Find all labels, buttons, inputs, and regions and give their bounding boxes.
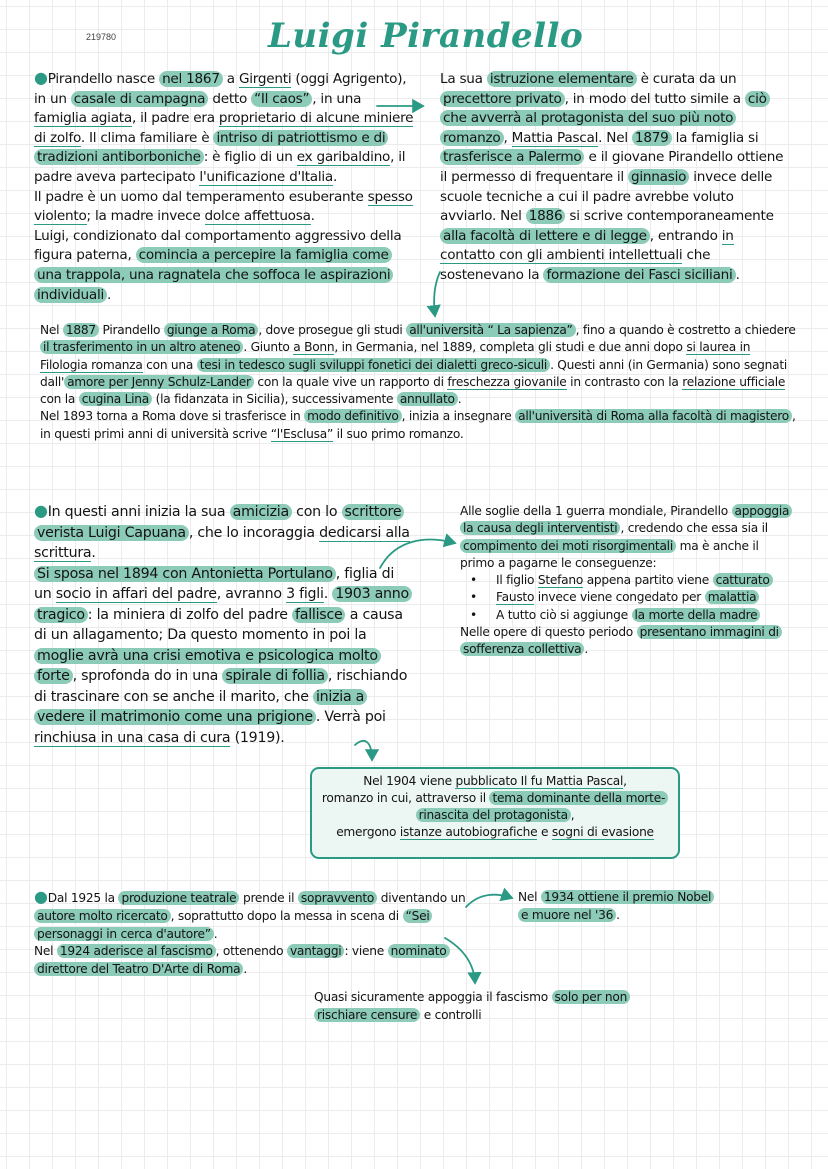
underlined-text: socio in affari del padre — [55, 586, 217, 602]
body-text: Nel 1904 viene — [363, 774, 456, 788]
paragraph-nobel — [518, 889, 718, 925]
body-text: . — [243, 962, 247, 977]
highlighted-text: all'università “ La sapienza” — [406, 323, 575, 337]
body-text: (1919). — [230, 729, 285, 746]
paragraph-education — [440, 70, 790, 286]
highlighted-text: istruzione elementare — [487, 71, 637, 87]
body-text: , — [623, 774, 627, 788]
paragraph-marriage — [34, 502, 414, 748]
body-text: . — [323, 586, 333, 602]
body-text: . — [457, 392, 462, 407]
body-text: , avranno — [216, 586, 287, 602]
highlighted-text: “Sei personaggi in cerca d'autore” — [34, 909, 432, 941]
highlighted-text: intriso di patriottismo e di tradizioni antiborboniche — [34, 130, 388, 166]
bullet-icon: ● — [34, 887, 48, 906]
body-text: . — [213, 926, 218, 941]
war-consequences-list — [460, 572, 790, 624]
body-text: diventando un — [377, 891, 466, 905]
body-text: il suo primo romanzo. — [333, 426, 464, 441]
body-text: , dove prosegue gli studi — [258, 323, 407, 337]
highlighted-text: nominato direttore del Teatro D'Arte di Roma — [34, 944, 450, 976]
underlined-text: Stefano — [537, 573, 584, 588]
highlighted-text: Si sposa nel 1894 con Antonietta Portulano — [34, 566, 336, 582]
body-text: , rischiando di trascinare con se anche il marito, che — [34, 668, 408, 705]
underlined-text: sogni di evasione — [551, 825, 654, 840]
body-text: , sprofonda do in una — [72, 668, 223, 684]
body-text: prende il — [239, 891, 298, 905]
highlighted-text: ginnasio — [628, 169, 689, 185]
highlighted-text: appoggia la causa degli interventisti — [460, 504, 792, 535]
highlighted-text: solo per non rischiare censure — [314, 990, 630, 1022]
body-text: ; la madre invece — [86, 208, 205, 225]
underlined-text: dolce affettuosa — [204, 208, 311, 225]
document-id: 219780 — [86, 32, 117, 42]
highlighted-text: modo definitivo — [304, 409, 402, 423]
underlined-text: 3 figli — [286, 586, 324, 602]
body-text: , in una — [312, 90, 362, 107]
body-text: , il padre era — [131, 110, 219, 127]
list-item — [482, 572, 790, 589]
body-text: Nel — [518, 890, 541, 904]
highlighted-text: 1924 aderisce al fascismo — [57, 944, 216, 958]
body-text: . — [616, 907, 620, 922]
body-text: che sostenevano la — [440, 247, 711, 283]
underlined-text: dedicarsi alla scrittura — [34, 524, 410, 561]
body-text: In questi anni inizia la sua — [47, 504, 230, 520]
body-text: Nelle opere di questo periodo — [460, 625, 637, 640]
underlined-text: ex garibaldino — [296, 149, 391, 166]
list-item — [482, 607, 790, 624]
body-text: . Giunto — [243, 340, 294, 355]
body-text: , — [570, 808, 575, 823]
highlighted-text: inizia a vedere il matrimonio come una prigione — [34, 689, 367, 726]
body-text: . — [310, 208, 315, 225]
body-text: , in questi primi anni di università scrive — [40, 409, 796, 441]
page-title: Luigi Pirandello — [268, 16, 584, 56]
underlined-text: Fausto — [496, 590, 535, 605]
highlighted-text: scrittore verista Luigi Capuana — [34, 504, 404, 541]
highlighted-text: ciò che avverrà al protagonista del suo più noto romanzo — [440, 91, 770, 146]
underlined-text: Mattia Pascal — [511, 129, 599, 146]
paragraph-world-war — [460, 503, 790, 659]
underlined-text: pubblicato Il fu Mattia Pascal — [455, 774, 624, 788]
body-text: , fino a quando è costretto a chiedere — [575, 323, 796, 337]
highlighted-text: moglie avrà una crisi emotiva e psicologica molto forte — [34, 648, 381, 685]
highlighted-text: fallisce — [292, 607, 345, 623]
body-text: la famiglia si — [671, 129, 759, 146]
underlined-text: si laurea in Filologia romanza — [40, 340, 751, 372]
body-text: , in Germania, nel 1889, completa gli studi e due anni dopo — [334, 340, 687, 355]
body-text: , in modo del tutto simile a — [564, 90, 745, 107]
body-text: . — [735, 266, 740, 283]
body-text: ma è anche il primo a pagarne le conseguenze: — [460, 538, 759, 570]
highlighted-text: autore molto ricercato — [34, 909, 171, 923]
paragraph-theatre-fascism — [34, 887, 474, 979]
underlined-text: in contatto con gli ambienti intellettuali — [440, 227, 734, 264]
highlighted-text: annullato — [397, 392, 458, 406]
underlined-text: rinchiusa in una casa di cura — [34, 729, 231, 746]
body-text: . Questi anni (in Germania) sono segnati dall' — [40, 357, 788, 389]
body-text: Pirandello nasce — [47, 71, 160, 87]
highlighted-text: alla facoltà di lettere e di legge — [440, 228, 650, 244]
body-text: Alle soglie della 1 guerra mondiale, Pirandello — [460, 504, 732, 518]
bullet-icon: ● — [34, 68, 48, 87]
highlighted-text: precettore privato — [440, 91, 565, 107]
body-text: Nel — [34, 944, 57, 959]
body-text: Il figlio — [496, 573, 538, 588]
body-text: emergono — [336, 825, 400, 840]
body-text: . — [333, 168, 338, 185]
highlighted-text: 1886 — [526, 208, 566, 224]
highlighted-text: comincia a percepire la famiglia come una trappola, una ragnatela che soffoca le aspirazioni individuali — [34, 247, 393, 302]
highlighted-text: malattia — [705, 590, 760, 604]
underlined-text: famiglia agiata — [34, 110, 132, 127]
body-text: Quasi sicuramente appoggia il fascismo — [314, 990, 552, 1004]
highlighted-text: tema dominante della morte-rinascita del protagonista — [416, 791, 669, 822]
body-text: , figlia di un — [34, 565, 395, 602]
underlined-text: istanze autobiografiche — [399, 825, 538, 840]
body-text: Nel 1893 torna a Roma dove si trasferisce in — [40, 409, 305, 424]
underlined-text: spesso violento — [34, 188, 413, 225]
body-text: , — [503, 129, 512, 146]
body-text: : viene — [344, 944, 388, 959]
highlighted-text: 1879 — [632, 130, 672, 146]
body-text: a causa di un allagamento; Da questo momento in poi la — [34, 606, 403, 643]
highlighted-text: all'università di Roma alla facoltà di magistero — [515, 409, 792, 423]
body-text: Nel — [40, 323, 63, 337]
paragraph-fascism-note — [314, 989, 664, 1025]
body-text: (la fidanzata in Sicilia), successivamente — [151, 392, 397, 407]
paragraph-rome-bonn — [40, 322, 800, 443]
body-text: con una — [142, 357, 197, 372]
body-text: . Verrà poi — [315, 709, 386, 725]
underlined-text: “l'Esclusa” — [270, 426, 334, 441]
body-text: , ottenendo — [215, 944, 287, 959]
underlined-text: Girgenti — [238, 71, 292, 87]
body-text: con la — [40, 392, 79, 407]
highlighted-text: nel 1867 — [159, 71, 223, 87]
highlighted-text: giunge a Roma — [164, 323, 259, 337]
highlighted-text: vantaggi — [287, 944, 345, 958]
list-item — [482, 589, 790, 606]
body-text: a — [222, 71, 239, 87]
paragraph-birth-family — [34, 70, 416, 305]
highlighted-text: spirale di follia — [222, 668, 327, 684]
highlighted-text: il trasferimento in un altro ateneo — [40, 340, 243, 354]
underlined-text: l'unificazione d'Italia — [199, 168, 334, 185]
underlined-text: proprietario di alcune miniere di zolfo — [34, 110, 414, 146]
highlighted-text: presentano immagini di sofferenza collettiva — [460, 625, 782, 656]
body-text: A tutto ciò si aggiunge — [496, 607, 632, 622]
body-text: (oggi Agrigento), in un — [34, 71, 407, 107]
highlighted-text: casale di campagna — [71, 91, 208, 107]
underlined-text: a Bonn — [293, 340, 335, 355]
body-text: . Nel — [598, 129, 632, 146]
highlighted-text: compimento dei moti risorgimentali — [460, 539, 676, 553]
highlighted-text: amore per Jenny Schulz-Lander — [64, 375, 254, 389]
body-text: . — [91, 545, 96, 561]
body-text: , inizia a insegnare — [401, 409, 516, 424]
body-text: : è figlio di un — [203, 149, 297, 166]
body-text: Dal 1925 la — [47, 891, 119, 905]
body-text: La sua — [440, 71, 487, 87]
mattia-pascal-callout-box — [310, 767, 680, 859]
body-text: , soprattutto dopo la messa in scena di — [170, 908, 403, 923]
highlighted-text: “Il caos” — [251, 91, 312, 107]
underlined-text: relazione ufficiale — [682, 374, 786, 389]
body-text: , entrando — [649, 227, 722, 244]
body-text: e controlli — [420, 1007, 482, 1022]
body-text: detto — [208, 90, 252, 107]
body-text: si scrive contemporaneamente — [565, 208, 774, 225]
body-text: . Il clima familiare è — [80, 129, 214, 146]
body-text: . — [107, 286, 112, 303]
highlighted-text: trasferisce a Palermo — [440, 149, 584, 165]
body-text: , che lo incoraggia — [188, 524, 320, 541]
body-text: e il giovane Pirandello ottiene il permesso di frequentare il — [440, 149, 784, 185]
highlighted-text: 1903 anno tragico — [34, 586, 412, 623]
highlighted-text: produzione teatrale — [118, 891, 239, 905]
body-text: in contrasto con la — [566, 374, 683, 389]
body-text: , credendo che essa sia il — [620, 521, 768, 536]
body-text: è curata da un — [636, 71, 737, 87]
highlighted-text: sopravvento — [298, 891, 377, 905]
highlighted-text: amicizia — [230, 504, 292, 520]
body-text: Pirandello — [98, 323, 164, 337]
highlighted-text: 1887 — [63, 323, 99, 337]
highlighted-text: catturato — [713, 573, 773, 587]
body-text: . — [584, 642, 589, 657]
body-text: invece delle scuole tecniche a cui il padre avrebbe voluto avviarlo. Nel — [440, 168, 773, 225]
body-text: invece viene congedato per — [534, 590, 705, 605]
body-text: Il padre è un uomo dal temperamento esuberante — [34, 188, 368, 205]
body-text: e — [537, 825, 552, 840]
body-text: appena partito viene — [583, 573, 713, 588]
highlighted-text: tesi in tedesco sugli sviluppi fonetici dei dialetti greco-siculi — [197, 358, 550, 372]
highlighted-text: cugina Lina — [79, 392, 152, 406]
body-text: romanzo in cui, attraverso il — [321, 791, 490, 806]
bullet-icon: ● — [34, 501, 48, 520]
highlighted-text: 1934 ottiene il premio Nobel e muore nel '36 — [518, 890, 714, 922]
body-text: , il padre aveva partecipato — [34, 149, 406, 185]
underlined-text: freschezza giovanile — [447, 374, 567, 389]
body-text: con la quale vive un rapporto di — [253, 374, 448, 389]
body-text: Luigi, condizionato dal comportamento aggressivo della figura paterna, — [34, 227, 402, 264]
body-text: : la miniera di zolfo del padre — [87, 606, 293, 623]
body-text: con lo — [291, 504, 342, 520]
highlighted-text: formazione dei Fasci siciliani — [543, 267, 735, 283]
highlighted-text: la morte della madre — [632, 608, 761, 622]
